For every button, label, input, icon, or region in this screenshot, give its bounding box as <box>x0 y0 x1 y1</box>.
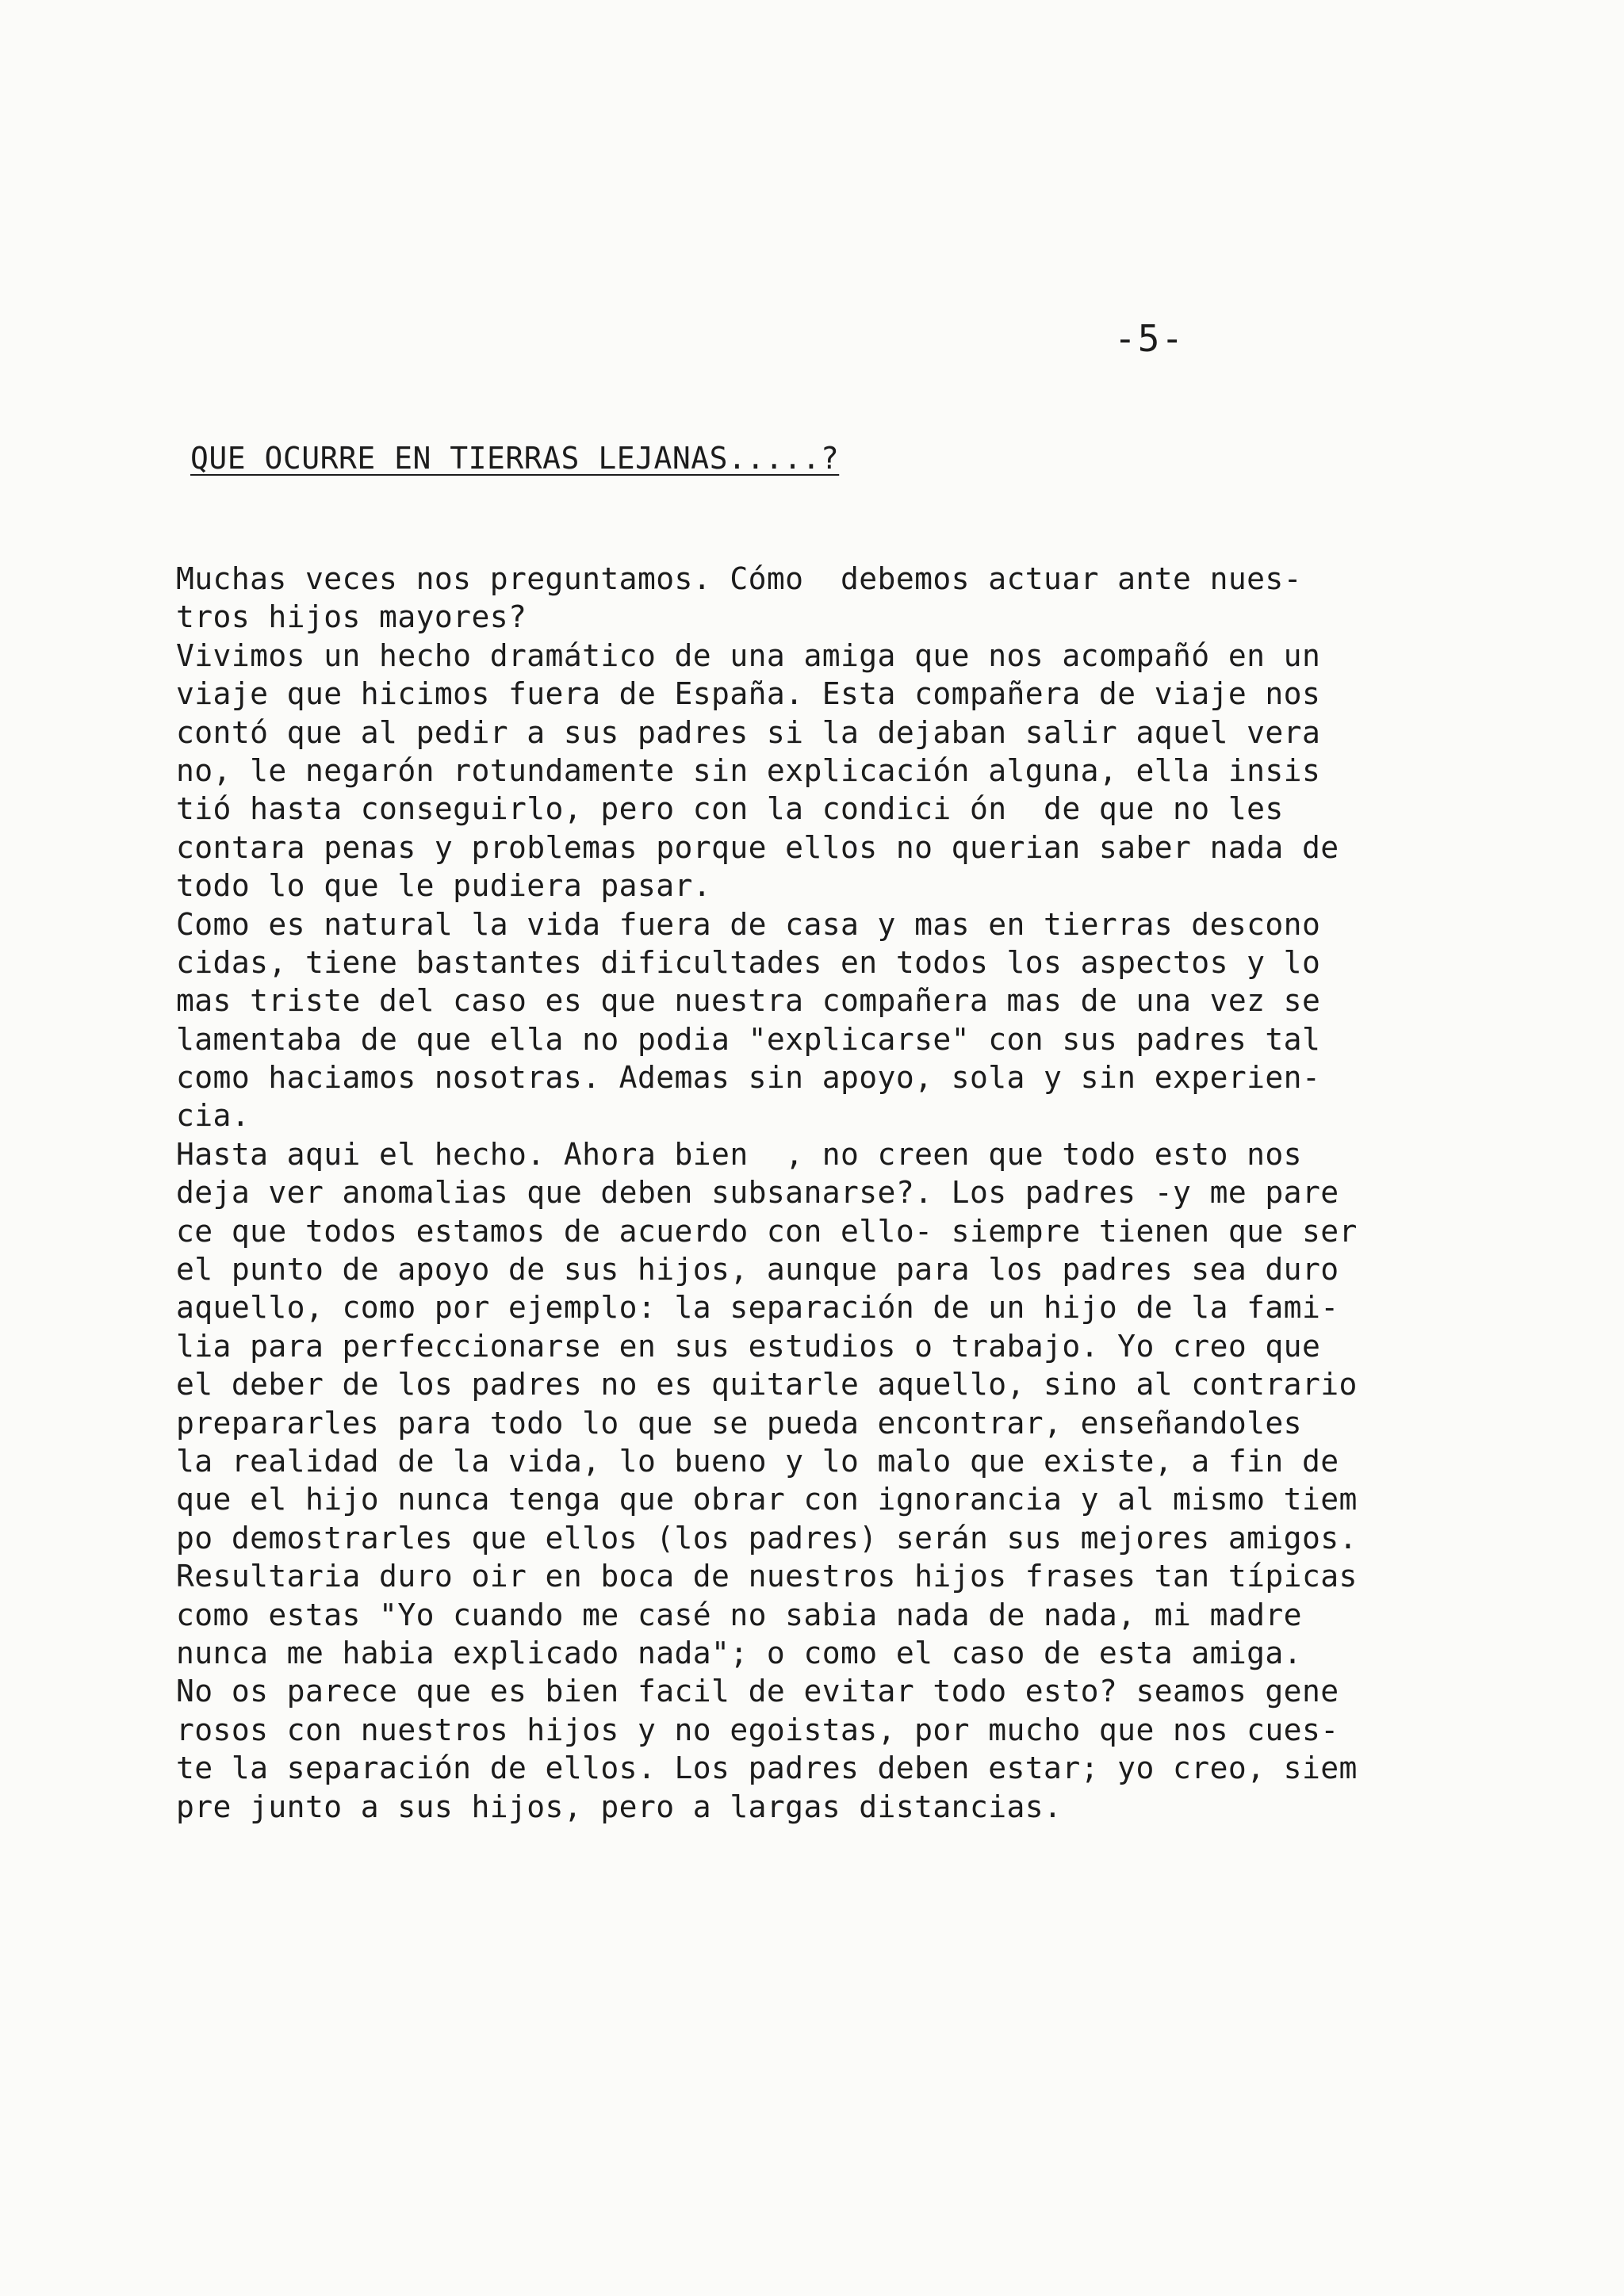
text-line: Muchas veces nos preguntamos. Cómo debemos actuar ante nues- <box>176 561 1302 596</box>
text-line: nunca me habia explicado nada"; o como el caso de esta amiga. <box>176 1635 1302 1670</box>
text-line: todo lo que le pudiera pasar. <box>176 868 712 904</box>
text-line: tió hasta conseguirlo, pero con la condici ón de que no les <box>176 791 1284 827</box>
text-line: Hasta aqui el hecho. Ahora bien , no creen que todo esto nos <box>176 1136 1302 1172</box>
text-line: contó que al pedir a sus padres si la dejaban salir aquel vera <box>176 714 1321 750</box>
text-line: po demostrarles que ellos (los padres) serán sus mejores amigos. <box>176 1520 1358 1556</box>
text-line: que el hijo nunca tenga que obrar con ignorancia y al mismo tiem <box>176 1482 1358 1517</box>
text-line: no, le negarón rotundamente sin explicación alguna, ella insis <box>176 752 1321 788</box>
text-line: viaje que hicimos fuera de España. Esta compañera de viaje nos <box>176 676 1321 712</box>
text-line: deja ver anomalias que deben subsanarse?. Los padres -y me pare <box>176 1175 1339 1211</box>
text-line: tros hijos mayores? <box>176 599 527 635</box>
text-line: Como es natural la vida fuera de casa y mas en tierras descono <box>176 906 1321 942</box>
text-line: el deber de los padres no es quitarle aquello, sino al contrario <box>176 1367 1358 1402</box>
text-line: Vivimos un hecho dramático de una amiga que nos acompañó en un <box>176 637 1321 673</box>
text-line: lamentaba de que ella no podia "explicarse" con sus padres tal <box>176 1021 1321 1057</box>
text-line: ce que todos estamos de acuerdo con ello- siempre tienen que ser <box>176 1213 1358 1249</box>
text-line: como haciamos nosotras. Ademas sin apoyo, sola y sin experien- <box>176 1060 1321 1096</box>
text-line: cia. <box>176 1098 251 1134</box>
text-line: la realidad de la vida, lo bueno y lo malo que existe, a fin de <box>176 1443 1339 1479</box>
text-line: cidas, tiene bastantes dificultades en todos los aspectos y lo <box>176 944 1321 980</box>
article-title: QUE OCURRE EN TIERRAS LEJANAS.....? <box>190 441 840 476</box>
text-line: prepararles para todo lo que se pueda encontrar, enseñandoles <box>176 1405 1302 1441</box>
text-line: pre junto a sus hijos, pero a largas distancias. <box>176 1789 1063 1824</box>
page-number: -5- <box>1114 317 1185 360</box>
text-line: lia para perfeccionarse en sus estudios o trabajo. Yo creo que <box>176 1328 1321 1364</box>
text-line: como estas "Yo cuando me casé no sabia nada de nada, mi madre <box>176 1597 1302 1632</box>
text-line: Resultaria duro oir en boca de nuestros hijos frases tan típicas <box>176 1559 1358 1594</box>
text-line: el punto de apoyo de sus hijos, aunque para los padres sea duro <box>176 1252 1339 1288</box>
text-line: mas triste del caso es que nuestra compañera mas de una vez se <box>176 983 1321 1019</box>
text-line: aquello, como por ejemplo: la separación de un hijo de la fami- <box>176 1290 1339 1326</box>
text-line: te la separación de ellos. Los padres deben estar; yo creo, siem <box>176 1751 1358 1786</box>
article-body <box>176 560 1477 1826</box>
text-line: contara penas y problemas porque ellos no querian saber nada de <box>176 829 1339 865</box>
text-line: rosos con nuestros hijos y no egoistas, por mucho que nos cues- <box>176 1712 1339 1747</box>
text-line: No os parece que es bien facil de evitar todo esto? seamos gene <box>176 1674 1339 1709</box>
